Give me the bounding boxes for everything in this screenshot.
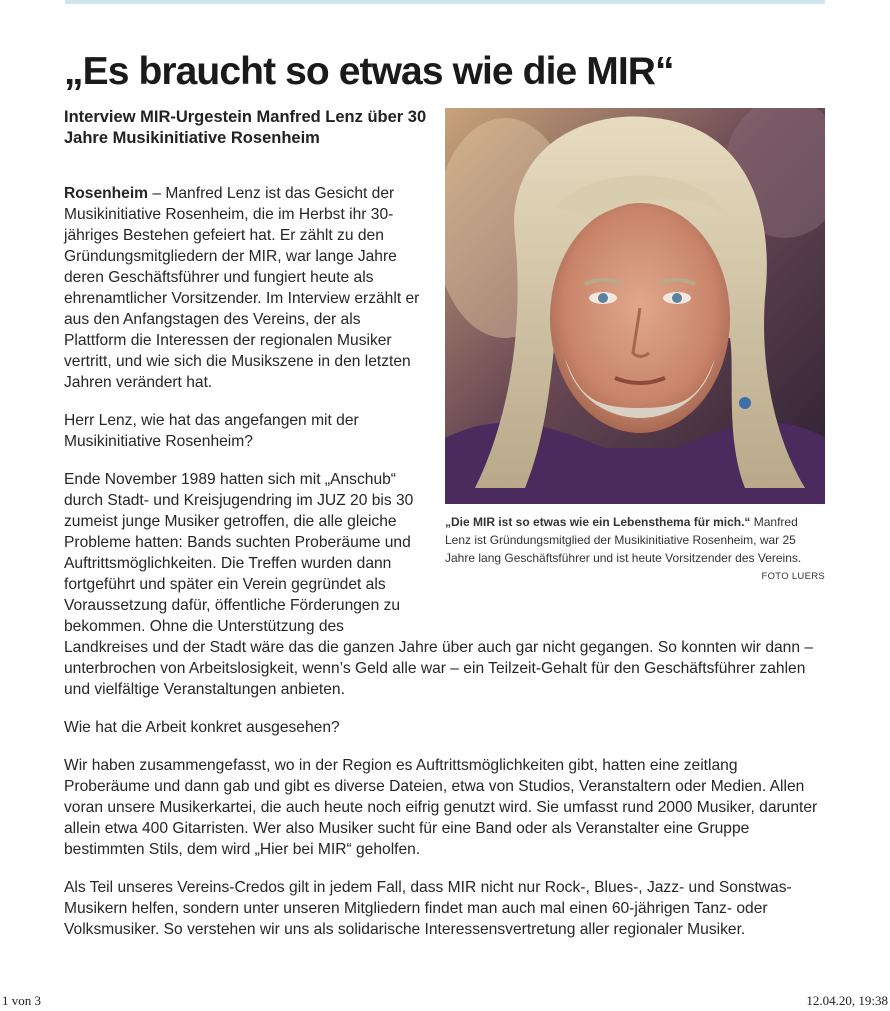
question-2: Wie hat die Arbeit konkret ausgesehen? <box>64 719 340 736</box>
article-body <box>64 183 824 957</box>
article-subheadline: Interview MIR-Urgestein Manfred Lenz über 30 Jahre Musikinitiative Rosenheim <box>64 108 427 147</box>
intro-paragraph <box>64 183 424 393</box>
page-number: 1 von 3 <box>2 993 41 1008</box>
intro-text: – Manfred Lenz ist das Gesicht der Musikinitiative Rosenheim, die im Herbst ihr 30-jähriges Bestehen gefeiert hat. Er zählt zu den Gründungsmitgliedern der MIR, war lange Jahre deren Geschäftsführer und fungiert heute als ehrenamtlicher Vorsitzender. Im Interview erzählt er aus den Anfangstagen des Vereins, der als Plattform die Interessen der regionalen Musiker vertritt, und wie sich die Musikszene in den letzten Jahren verändert hat. <box>64 185 420 391</box>
answer-2: Wir haben zusammengefasst, wo in der Region es Auftrittsmöglichkeiten gibt, hatten eine zeitlang Proberäume und dann gab und gibt es diverse Dateien, etwa von Studios, Veranstaltern oder Medien. Allen voran unsere Musikerkartei, die auch heute noch eifrig genutzt wird. Sie umfasst rund 2000 Musiker, darunter allein etwa 400 Gitarristen. Wer also Musiker sucht für eine Band oder als Veranstalter eine Gruppe bestimmten Stils, dem wird „Hier bei MIR“ geholfen. <box>64 757 818 858</box>
caption-quote: „Die MIR ist so etwas wie ein Lebensthema für mich.“ <box>445 515 751 529</box>
question-1: Herr Lenz, wie hat das angefangen mit der Musikinitiative Rosenheim? <box>64 412 359 450</box>
photo-credit: FOTO LUERS <box>761 571 825 582</box>
print-timestamp: 12.04.20, 19:38 <box>806 993 888 1008</box>
caption-text: Manfred Lenz ist Gründungsmitglied der Musikinitiative Rosenheim, war 25 Jahre lang Geschäftsführer und ist heute Vorsitzender des Vereins. <box>445 515 802 565</box>
article-headline: „Es braucht so etwas wie die MIR“ <box>64 50 674 93</box>
dateline: Rosenheim <box>64 185 149 202</box>
answer-3: Als Teil unseres Vereins-Credos gilt in jedem Fall, dass MIR nicht nur Rock-, Blues-, Jazz- und Sonstwas-Musikern helfen, sondern unter unseren Mitgliedern findet man auch mal einen 60-jährigen Tanz- oder Volksmusiker. So verstehen wir uns als solidarische Interessensvertretung aller regionaler Musiker. <box>64 879 792 938</box>
photo-float-spacer <box>429 183 824 620</box>
top-accent-bar <box>65 0 825 4</box>
answer-1: Ende November 1989 hatten sich mit „Anschub“ durch Stadt- und Kreisjugendring im JUZ 20 bis 30 zumeist junge Musiker getroffen, die alle gleiche Probleme hatten: Bands suchten Proberäume und Auftrittsmöglichkeiten. Die Treffen wurden dann fortgeführt und später ein Verein gegründet als Voraussetzung dafür, öffentliche Förderungen zu bekommen. Ohne die Unterstützung des Landkreises und der Stadt wäre das die ganzen Jahre über auch gar nicht gegangen. So konnten wir dann – unterbrochen von Arbeitslosigkeit, wenn’s Geld alle war – ein Teilzeit-Gehalt für den Geschäftsführer zahlen und vielfältige Veranstaltungen anbieten. <box>64 471 814 698</box>
